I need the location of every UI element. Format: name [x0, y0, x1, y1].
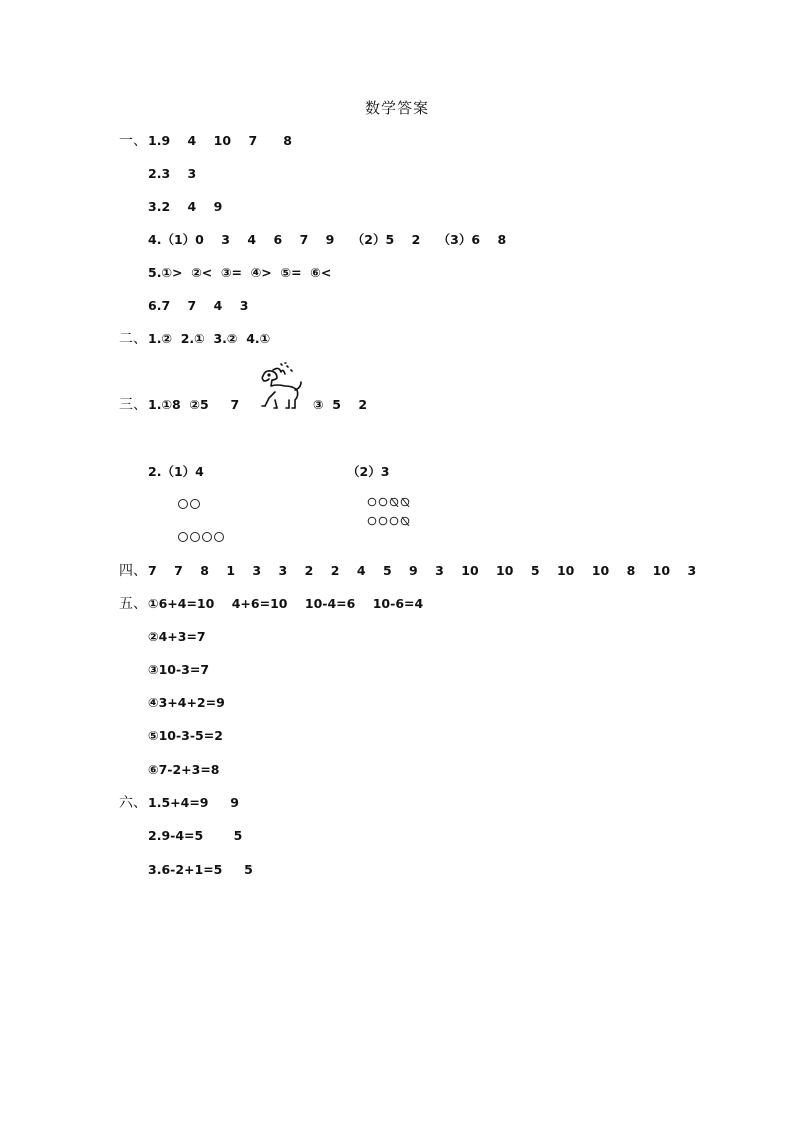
- section-2-line-1: [119, 330, 270, 348]
- section-5-answer-6: ⑥7-2+3=8: [148, 762, 220, 777]
- section-1-answer-2: 2.3 3: [148, 166, 197, 181]
- section-5-answer-1: ①6+4=10 4+6=10 10-4=6 10-6=4: [148, 596, 424, 611]
- circle-icon: [378, 497, 388, 507]
- page-title: 数学答案: [364, 99, 429, 117]
- section-6-answer-3: 3.6-2+1=5 5: [148, 862, 253, 877]
- section-6-label: 六、: [119, 795, 147, 811]
- section-5-label: 五、: [119, 596, 147, 612]
- section-4-label: 四、: [119, 563, 147, 579]
- section-6-answer-2: 2.9-4=5 5: [148, 828, 243, 843]
- section-5-answer-3: ③10-3=7: [148, 662, 210, 677]
- crossed-circles-row-1: [367, 497, 410, 507]
- section-3-line-1: [119, 396, 239, 414]
- section-1-line-1: [119, 132, 292, 150]
- circle-icon: [367, 497, 377, 507]
- circle-icon: [190, 532, 200, 542]
- section-6-line-1: [119, 794, 239, 812]
- horse-icon: [255, 362, 305, 414]
- section-5-answer-5: ⑤10-3-5=2: [148, 728, 223, 743]
- section-3-label: 三、: [119, 397, 147, 413]
- section-4-line-1: [119, 562, 696, 580]
- section-3-answer-1b: ③ 5 2: [313, 397, 368, 412]
- circle-icon: [367, 516, 377, 526]
- circle-icon: [190, 499, 200, 509]
- section-3-answer-1a: 1.①8 ②5 7: [148, 397, 240, 412]
- section-5-answer-2: ②4+3=7: [148, 629, 206, 644]
- section-5-answer-4: ④3+4+2=9: [148, 695, 225, 710]
- section-3-answer-2b: （2）3: [347, 464, 390, 479]
- section-4-answer-1: 7 7 8 1 3 3 2 2 4 5 9 3 10 10 5 10 10 8 10 3: [148, 563, 697, 578]
- crossed-circle-icon: [400, 516, 410, 526]
- section-1-answer-5: 5.①> ②< ③= ④> ⑤= ⑥<: [148, 265, 332, 280]
- section-5-line-1: [119, 595, 423, 613]
- section-1-answer-1: 1.9 4 10 7 8: [148, 133, 292, 148]
- circle-group-2: [178, 499, 200, 509]
- section-6-answer-1: 1.5+4=9 9: [148, 795, 239, 810]
- circle-icon: [214, 532, 224, 542]
- section-3-answer-2a: 2.（1）4: [148, 464, 204, 479]
- crossed-circle-icon: [389, 497, 399, 507]
- section-1-answer-3: 3.2 4 9: [148, 199, 223, 214]
- crossed-circle-icon: [400, 497, 410, 507]
- circle-icon: [202, 532, 212, 542]
- circle-icon: [178, 532, 188, 542]
- circle-icon: [178, 499, 188, 509]
- circle-icon: [389, 516, 399, 526]
- circle-icon: [378, 516, 388, 526]
- circle-group-4: [178, 532, 224, 542]
- section-1-answer-4: 4.（1）0 3 4 6 7 9 （2）5 2 （3）6 8: [148, 232, 507, 247]
- section-2-answer-1: 1.② 2.① 3.② 4.①: [148, 331, 271, 346]
- section-1-answer-6: 6.7 7 4 3: [148, 298, 249, 313]
- crossed-circles-row-2: [367, 516, 410, 526]
- section-1-label: 一、: [119, 133, 147, 149]
- section-2-label: 二、: [119, 331, 147, 347]
